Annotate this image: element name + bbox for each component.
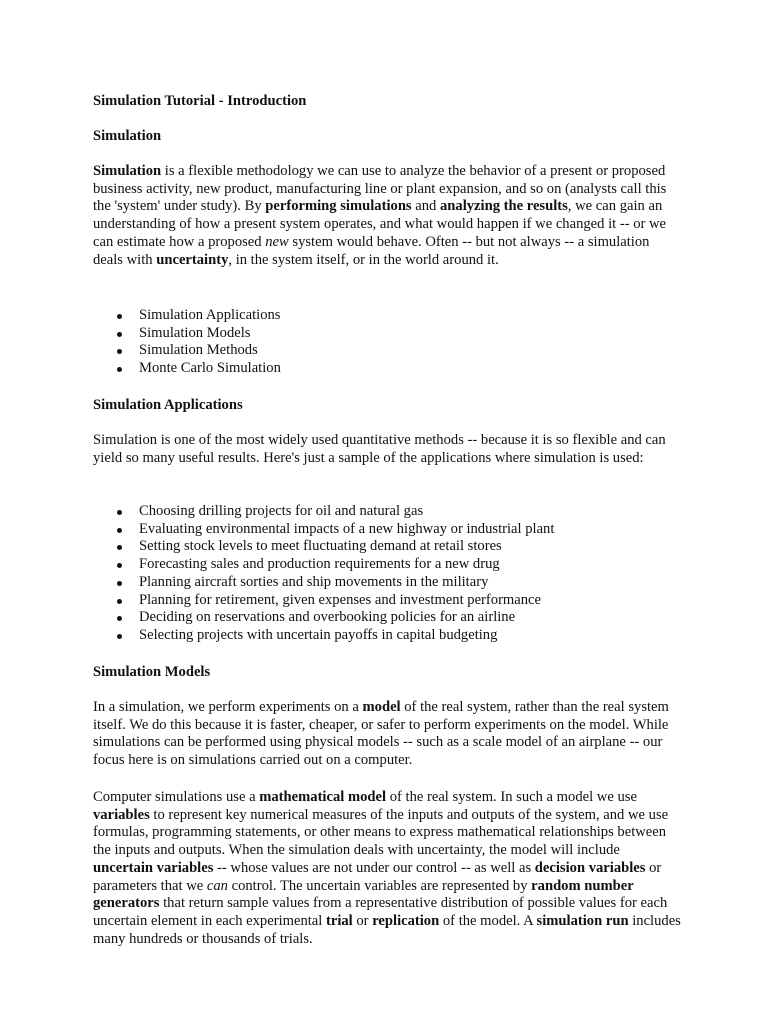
bullet-icon [117, 367, 122, 372]
application-list-item [93, 521, 683, 539]
bullet-icon [117, 545, 122, 550]
list-item-label: Simulation Models [139, 324, 251, 341]
emphasis-italic: new [265, 233, 289, 250]
section-heading-applications: Simulation Applications [93, 397, 243, 413]
list-item-label: Deciding on reservations and overbooking policies for an airline [139, 609, 516, 626]
topic-link-item [93, 307, 683, 325]
emphasis-bold: performing simulations [265, 198, 412, 215]
list-item-label: Simulation Methods [139, 342, 258, 359]
emphasis-bold: trial [325, 912, 353, 929]
list-item-label: Forecasting sales and production requirements for a new drug [139, 556, 500, 573]
application-list-item [93, 592, 683, 610]
list-item-label: Setting stock levels to meet fluctuating demand at retail stores [139, 538, 502, 555]
bullet-icon [117, 634, 122, 639]
bullet-icon [117, 563, 122, 568]
emphasis-bold: decision variables [534, 859, 646, 876]
application-list-item [93, 556, 683, 574]
emphasis-italic: can [206, 877, 228, 894]
emphasis-bold: uncertainty [156, 251, 229, 268]
application-list-item [93, 627, 683, 645]
list-item-label: Simulation Applications [139, 307, 281, 323]
topic-link-item [93, 342, 683, 360]
bullet-icon [117, 510, 122, 515]
list-item-label: Planning aircraft sorties and ship movements in the military [139, 573, 489, 590]
topic-link-list [93, 307, 683, 378]
emphasis-bold: analyzing the results [439, 198, 568, 215]
bullet-icon [117, 616, 122, 621]
topic-link-item [93, 360, 683, 378]
models-paragraph-1: In a simulation, we perform experiments on a model of the real system, rather than the real system itself. We do this because it is faster, cheaper, or safer to perform experiments on the model. While simulations can be performed using physical models -- such as a scale model of an airplane -- our focus here is on simulations carried out on a computer. [93, 699, 669, 769]
list-item-label: Evaluating environmental impacts of a new highway or industrial plant [139, 520, 555, 537]
emphasis-bold: replication [372, 912, 440, 929]
emphasis-bold: simulation run [536, 912, 629, 929]
applications-paragraph: Simulation is one of the most widely used quantitative methods -- because it is so flexible and can yield so many useful results. Here's just a sample of the applications where simulation is used: [93, 432, 666, 466]
bullet-icon [117, 581, 122, 586]
bullet-icon [117, 332, 122, 337]
simulation-intro-paragraph: Simulation is a flexible methodology we can use to analyze the behavior of a present or proposed business activity, new product, manufacturing line or plant expansion, and so on (analysts call this the 'system' under study). By performing simulations and analyzing the results, we can gain an understanding of how a present system operates, and what would happen if we changed it -- or we can estimate how a proposed new system would behave. Often -- but not always -- a simulation deals with uncertainty, in the system itself, or in the world around it. [93, 163, 667, 268]
topic-link-item [93, 325, 683, 343]
section-heading-simulation: Simulation [93, 128, 162, 144]
bullet-icon [117, 528, 122, 533]
application-list-item [93, 574, 683, 592]
list-item-label: Planning for retirement, given expenses and investment performance [139, 591, 542, 608]
emphasis-bold: variables [93, 806, 150, 823]
bullet-icon [117, 349, 122, 354]
applications-list [93, 503, 683, 645]
application-list-item [93, 503, 683, 521]
models-paragraph-2: Computer simulations use a mathematical model of the real system. In such a model we use variables to represent key numerical measures of the inputs and outputs of the system, and we use formulas, programming statements, or other means to express mathematical relationships between the inputs and outputs. When the simulation deals with uncertainty, the model will include uncertain variables -- whose values are not under our control -- as well as decision variables or parameters that we can control. The uncertain variables are represented by random number generators that return sample values from a representative distribution of possible values for each uncertain element in each experimental trial or replication of the model. A simulation run includes many hundreds or thousands of trials. [93, 789, 681, 947]
application-list-item [93, 609, 683, 627]
list-item-label: Selecting projects with uncertain payoffs in capital budgeting [139, 626, 498, 643]
application-list-item [93, 538, 683, 556]
document-title: Simulation Tutorial - Introduction [93, 93, 307, 109]
emphasis-bold: Simulation [93, 163, 162, 179]
emphasis-bold: model [362, 699, 401, 715]
list-item-label: Choosing drilling projects for oil and natural gas [139, 503, 424, 519]
emphasis-bold: uncertain variables [93, 859, 214, 876]
emphasis-bold: random number generators [93, 877, 634, 912]
bullet-icon [117, 314, 122, 319]
emphasis-bold: mathematical model [259, 789, 387, 805]
bullet-icon [117, 599, 122, 604]
list-item-label: Monte Carlo Simulation [139, 360, 281, 377]
section-heading-models: Simulation Models [93, 664, 211, 680]
